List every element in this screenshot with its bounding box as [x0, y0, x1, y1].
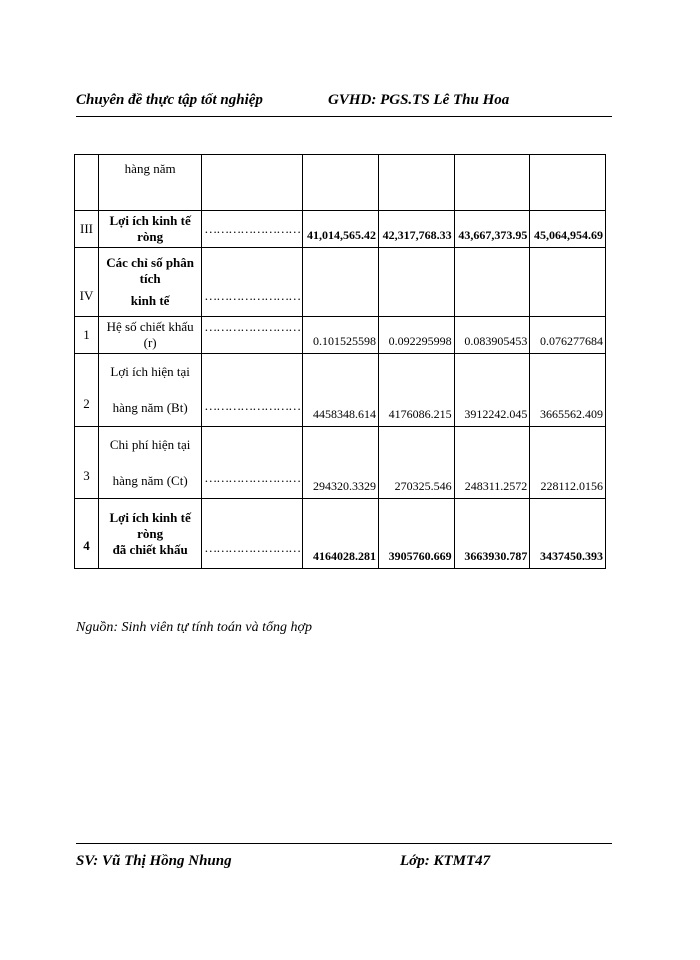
row-dots: …………………… — [202, 317, 303, 354]
cell-value — [378, 248, 454, 317]
row-dots: …………………… — [202, 248, 303, 317]
table-row — [75, 155, 606, 211]
row-label: Chi phí hiện tại hàng năm (Ct) — [98, 427, 201, 499]
page-footer — [76, 843, 612, 869]
row-label: Lợi ích kinh tế ròng đã chiết khấu — [98, 499, 201, 569]
row-dots: …………………… — [202, 499, 303, 569]
cell-value — [530, 248, 606, 317]
cell-value: 42,317,768.33 — [378, 211, 454, 248]
row-number: III — [75, 211, 99, 248]
row-number: 3 — [75, 427, 99, 499]
page-header — [76, 90, 612, 117]
row-number: 4 — [75, 499, 99, 569]
cell-value: 3665562.409 — [530, 354, 606, 427]
cell-value: 0.101525598 — [303, 317, 379, 354]
cell-value: 0.092295998 — [378, 317, 454, 354]
cell-value — [303, 248, 379, 317]
cell-value: 4176086.215 — [378, 354, 454, 427]
cell-value: 0.083905453 — [454, 317, 530, 354]
cell-value: 228112.0156 — [530, 427, 606, 499]
cell-value: 3663930.787 — [454, 499, 530, 569]
row-number: IV — [75, 248, 99, 317]
cell-value: 3905760.669 — [378, 499, 454, 569]
cell-value — [530, 155, 606, 211]
table-row — [75, 317, 606, 354]
cell-value: 45,064,954.69 — [530, 211, 606, 248]
header-title: Chuyên đề thực tập tốt nghiệp — [76, 92, 263, 108]
row-number: 1 — [75, 317, 99, 354]
row-label: Lợi ích hiện tại hàng năm (Bt) — [98, 354, 201, 427]
cell-value — [303, 155, 379, 211]
cell-value: 4164028.281 — [303, 499, 379, 569]
cell-value — [454, 155, 530, 211]
analysis-table — [74, 154, 606, 569]
table-row — [75, 248, 606, 317]
row-dots — [202, 155, 303, 211]
table-row — [75, 499, 606, 569]
cell-value: 248311.2572 — [454, 427, 530, 499]
row-dots: …………………… — [202, 427, 303, 499]
row-label: Lợi ích kinh tế ròng — [98, 211, 201, 248]
table-row — [75, 427, 606, 499]
row-label: Các chỉ số phân tích kinh tế — [98, 248, 201, 317]
row-dots: …………………… — [202, 354, 303, 427]
cell-value: 0.076277684 — [530, 317, 606, 354]
header-advisor: GVHD: PGS.TS Lê Thu Hoa — [328, 92, 510, 108]
cell-value: 4458348.614 — [303, 354, 379, 427]
cell-value — [378, 155, 454, 211]
footer-class: Lớp: KTMT47 — [400, 853, 491, 869]
row-number — [75, 155, 99, 211]
row-number: 2 — [75, 354, 99, 427]
cell-value: 3437450.393 — [530, 499, 606, 569]
cell-value — [454, 248, 530, 317]
row-label: Hệ số chiết khấu (r) — [98, 317, 201, 354]
table-row — [75, 354, 606, 427]
cell-value: 3912242.045 — [454, 354, 530, 427]
cell-value: 270325.546 — [378, 427, 454, 499]
source-note: Nguồn: Sinh viên tự tính toán và tổng hợp — [76, 620, 312, 635]
footer-student: SV: Vũ Thị Hồng Nhung — [76, 853, 232, 869]
cell-value: 294320.3329 — [303, 427, 379, 499]
cell-value: 43,667,373.95 — [454, 211, 530, 248]
cell-value: 41,014,565.42 — [303, 211, 379, 248]
row-dots: …………………… — [202, 211, 303, 248]
table-row — [75, 211, 606, 248]
row-label: hàng năm — [98, 155, 201, 211]
